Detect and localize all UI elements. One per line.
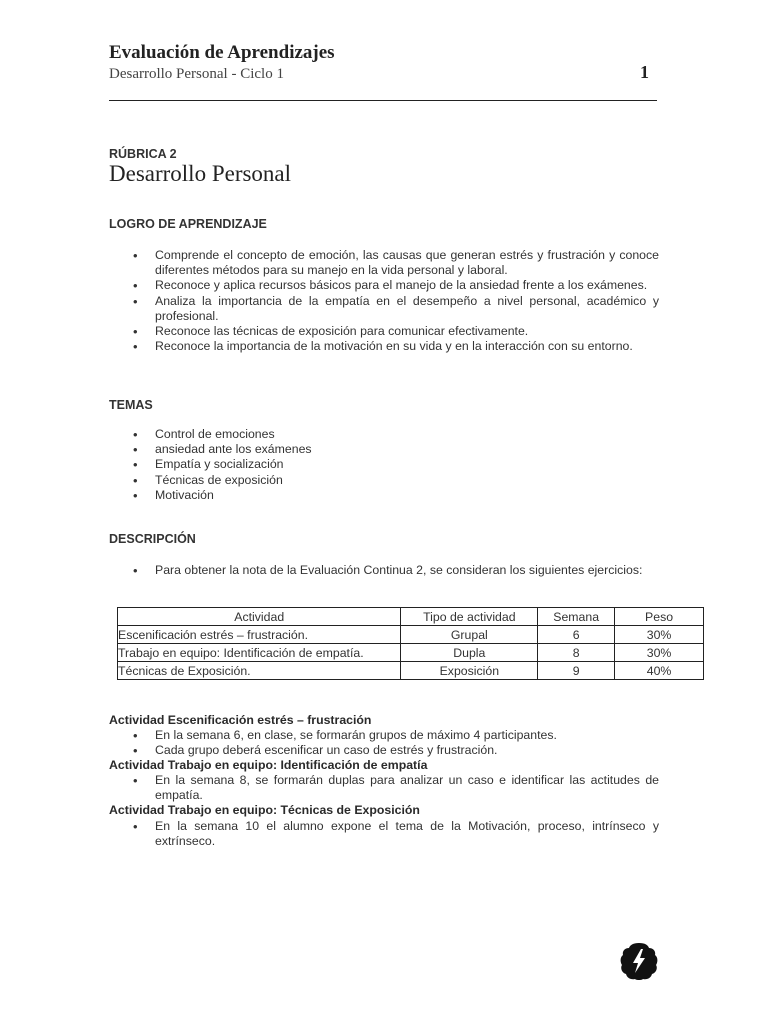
activity-list xyxy=(109,819,659,849)
logro-list xyxy=(109,248,659,354)
activity-heading: Actividad Escenificación estrés – frustración xyxy=(109,713,372,727)
list-item: • Para obtener la nota de la Evaluación Continua 2, se consideran los siguientes ejercicios: xyxy=(109,563,659,578)
activity-list xyxy=(109,773,659,803)
table-cell: Grupal xyxy=(401,626,538,644)
activity-list xyxy=(109,728,659,758)
list-item: • Control de emociones xyxy=(109,427,659,442)
table-row xyxy=(118,662,704,680)
table-cell: 30% xyxy=(615,626,704,644)
list-item: • Motivación xyxy=(109,488,659,503)
table-header-row xyxy=(118,608,704,626)
list-item: • En la semana 10 el alumno expone el tema de la Motivación, proceso, intrínseco y extrínseco. xyxy=(109,819,659,849)
table-row xyxy=(118,626,704,644)
column-header: Peso xyxy=(615,608,704,626)
document-subtitle: Desarrollo Personal - Ciclo 1 xyxy=(109,66,284,82)
document-title: Evaluación de Aprendizajes xyxy=(109,42,335,63)
section-heading-descripcion: DESCRIPCIÓN xyxy=(109,532,196,546)
table-cell: 30% xyxy=(615,644,704,662)
table-cell: Trabajo en equipo: Identificación de empatía. xyxy=(118,644,401,662)
table-cell: Dupla xyxy=(401,644,538,662)
list-item: • Técnicas de exposición xyxy=(109,473,659,488)
table-row xyxy=(118,644,704,662)
table-cell: 6 xyxy=(538,626,615,644)
table-cell: Técnicas de Exposición. xyxy=(118,662,401,680)
list-item: • Cada grupo deberá escenificar un caso de estrés y frustración. xyxy=(109,743,659,758)
rubric-title: Desarrollo Personal xyxy=(109,161,292,186)
table-cell: 8 xyxy=(538,644,615,662)
rubric-label: RÚBRICA 2 xyxy=(109,147,177,161)
column-header: Tipo de actividad xyxy=(401,608,538,626)
descripcion-list xyxy=(109,563,659,578)
table-cell: Exposición xyxy=(401,662,538,680)
section-heading-temas: TEMAS xyxy=(109,398,153,412)
brain-lightning-icon xyxy=(619,941,659,981)
list-item: • Comprende el concepto de emoción, las causas que generan estrés y frustración y conoce diferentes métodos para su manejo en la vida personal y laboral. xyxy=(109,248,659,278)
list-item: • ansiedad ante los exámenes xyxy=(109,442,659,457)
page-number: 1 xyxy=(640,62,649,82)
table-cell: 9 xyxy=(538,662,615,680)
column-header: Semana xyxy=(538,608,615,626)
list-item: • Reconoce y aplica recursos básicos para el manejo de la ansiedad frente a los exámenes. xyxy=(109,278,659,293)
header-divider xyxy=(109,100,657,101)
list-item: • Reconoce la importancia de la motivación en su vida y en la interacción con su entorno. xyxy=(109,339,659,354)
activity-heading: Actividad Trabajo en equipo: Identificación de empatía xyxy=(109,758,428,772)
activities-table xyxy=(117,607,704,680)
list-item: • En la semana 6, en clase, se formarán grupos de máximo 4 participantes. xyxy=(109,728,659,743)
list-item: • Empatía y socialización xyxy=(109,457,659,472)
activity-heading: Actividad Trabajo en equipo: Técnicas de Exposición xyxy=(109,803,420,817)
column-header: Actividad xyxy=(118,608,401,626)
list-item: • Analiza la importancia de la empatía en el desempeño a nivel personal, académico y profesional. xyxy=(109,294,659,324)
table-cell: Escenificación estrés – frustración. xyxy=(118,626,401,644)
section-heading-logro: LOGRO DE APRENDIZAJE xyxy=(109,217,267,231)
temas-list xyxy=(109,427,659,503)
table-cell: 40% xyxy=(615,662,704,680)
list-item: • En la semana 8, se formarán duplas para analizar un caso e identificar las actitudes de empatía. xyxy=(109,773,659,803)
list-item: • Reconoce las técnicas de exposición para comunicar efectivamente. xyxy=(109,324,659,339)
